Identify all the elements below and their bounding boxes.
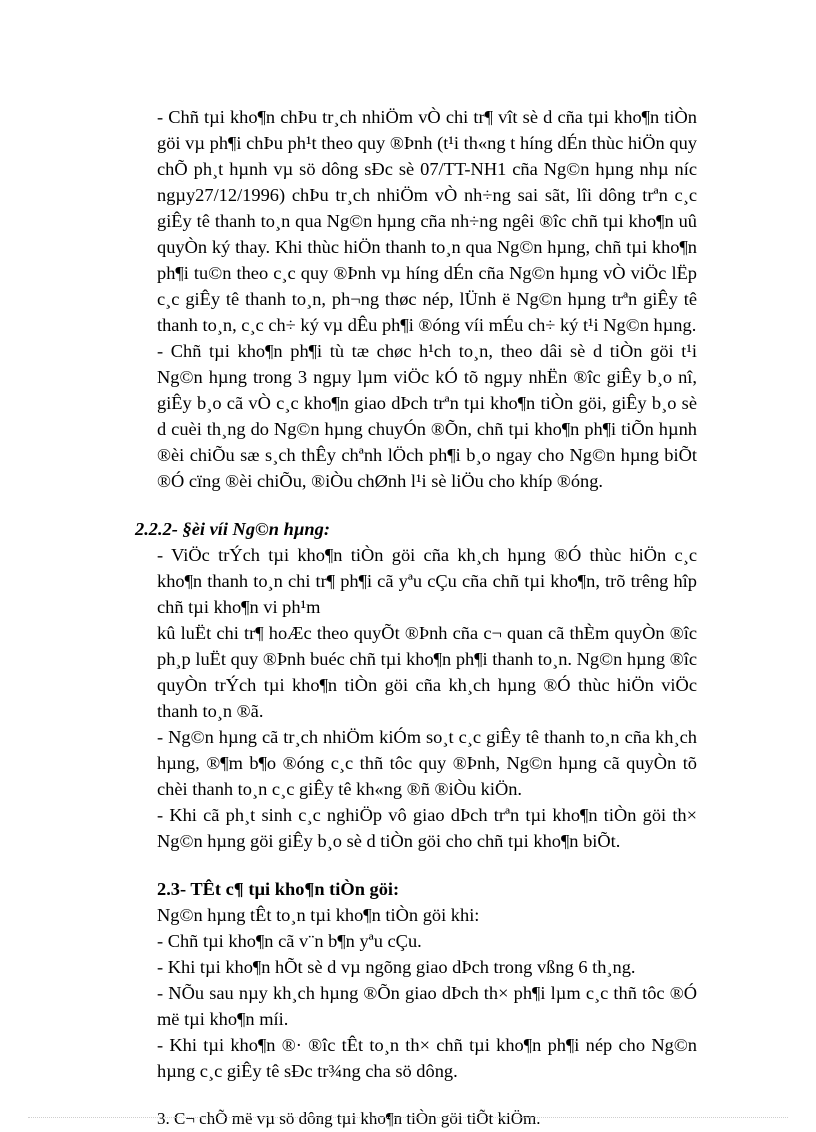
paragraph-closing-request: - Chñ tµi kho¶n cã v¨n b¶n yªu cÇu. <box>157 931 422 951</box>
document-body <box>135 104 697 1132</box>
paragraph-closing-return-cheques: - Khi tµi kho¶n ®· ®îc tÊt to¸n th× chñ tµi kho¶n ph¶i nép cho Ng©n hµng c¸c giÊy tê sÐc tr¾ng cha sö dông. <box>157 1035 697 1081</box>
paragraph-bank-debit-cont: kû luËt chi tr¶ hoÆc theo quyÕt ®Þnh cña c¬ quan cã thÈm quyÒn ®îc ph¸p luËt quy ®Þnh buéc chñ tµi kho¶n ph¶i thanh to¸n. Ng©n hµng ®îc quyÒn trÝch tµi kho¶n tiÒn göi cña kh¸ch hµng ®Ó thùc hiÖn viÖc thanh to¸n ®ã. <box>157 623 697 721</box>
paragraph-owner-accounting: - Chñ tµi kho¶n ph¶i tù tæ chøc h¹ch to¸n, theo dâi sè d tiÒn göi t¹i Ng©n hµng trong 3 ngµy lµm viÖc kÓ tõ ngµy nhËn ®îc giÊy b¸o nî, giÊy b¸o cã vÒ c¸c kho¶n giao dÞch trªn tµi kho¶n tiÒn göi, giÊy b¸o sè d cuèi th¸ng do Ng©n hµng chuyÓn ®Õn, chñ tµi kho¶n ph¶i tiÕn hµnh ®èi chiÕu sæ s¸ch thÊy chªnh lÖch ph¶i b¸o ngay cho Ng©n hµng biÕt ®Ó cïng ®èi chiÕu, ®iÒu chØnh l¹i sè liÖu cho khíp ®óng. <box>157 341 697 491</box>
paragraph-closing-reopen: - NÕu sau nµy kh¸ch hµng ®Õn giao dÞch th× ph¶i lµm c¸c thñ tôc ®Ó më tµi kho¶n míi. <box>157 983 697 1029</box>
section-heading-closing: 2.3- TÊt c¶ tµi kho¶n tiÒn göi: <box>157 879 400 899</box>
section-heading-savings: 3. C¬ chÕ më vµ sö dông tµi kho¶n tiÒn göi tiÕt kiÖm. <box>157 1109 541 1128</box>
spacer <box>157 494 697 516</box>
paragraph-closing-intro: Ng©n hµng tÊt to¸n tµi kho¶n tiÒn göi khi: <box>157 905 480 925</box>
paragraph-closing-inactive: - Khi tµi kho¶n hÕt sè d vµ ngõng giao dÞch trong vßng 6 th¸ng. <box>157 957 636 977</box>
paragraph-bank-control: - Ng©n hµng cã tr¸ch nhiÖm kiÓm so¸t c¸c giÊy tê thanh to¸n cña kh¸ch hµng, ®¶m b¶o ®óng c¸c thñ tôc quy ®Þnh, Ng©n hµng cã quyÒn tõ chèi thanh to¸n c¸c giÊy tê kh«ng ®ñ ®iÒu kiÖn. <box>157 727 697 799</box>
paragraph-owner-responsibility: - Chñ tµi kho¶n chÞu tr¸ch nhiÖm vÒ chi tr¶ vît sè d cña tµi kho¶n tiÒn göi vµ ph¶i chÞu ph¹t theo quy ®Þnh (t¹i th«ng t híng dÉn thùc hiÖn quy chÕ ph¸t hµnh vµ sö dông sÐc sè 07/TT-NH1 cña Ng©n hµng nhµ níc ngµy27/12/1996) chÞu tr¸ch nhiÖm vÒ nh÷ng sai sãt, lîi dông trªn c¸c giÊy tê thanh to¸n qua Ng©n hµng cña nh÷ng ngêi ®îc chñ tµi kho¶n uû quyÒn ký thay. Khi thùc hiÖn thanh to¸n qua Ng©n hµng, chñ tµi kho¶n ph¶i tu©n theo c¸c quy ®Þnh vµ híng dÉn cña Ng©n hµng vÒ viÖc lËp c¸c giÊy tê thanh to¸n, ph¬ng thøc nép, lÜnh ë Ng©n hµng trªn giÊy tê thanh to¸n, c¸c ch÷ ký vµ dÊu ph¶i ®óng víi mÉu ch÷ ký t¹i Ng©n hµng. <box>157 107 697 335</box>
page-bottom-divider <box>28 1117 788 1118</box>
paragraph-bank-debit: - ViÖc trÝch tµi kho¶n tiÒn göi cña kh¸ch hµng ®Ó thùc hiÖn c¸c kho¶n thanh to¸n chi tr¶ ph¶i cã yªu cÇu cña chñ tµi kho¶n, trõ trêng hîp chñ tµi kho¶n vi ph¹m <box>157 545 697 617</box>
section-heading-bank: 2.2.2- §èi víi Ng©n hµng: <box>135 519 330 539</box>
spacer <box>157 1084 697 1106</box>
spacer <box>157 854 697 876</box>
paragraph-bank-notice: - Khi cã ph¸t sinh c¸c nghiÖp vô giao dÞch trªn tµi kho¶n tiÒn göi th× Ng©n hµng göi giÊy b¸o sè d tiÒn göi cho chñ tµi kho¶n biÕt. <box>157 805 697 851</box>
